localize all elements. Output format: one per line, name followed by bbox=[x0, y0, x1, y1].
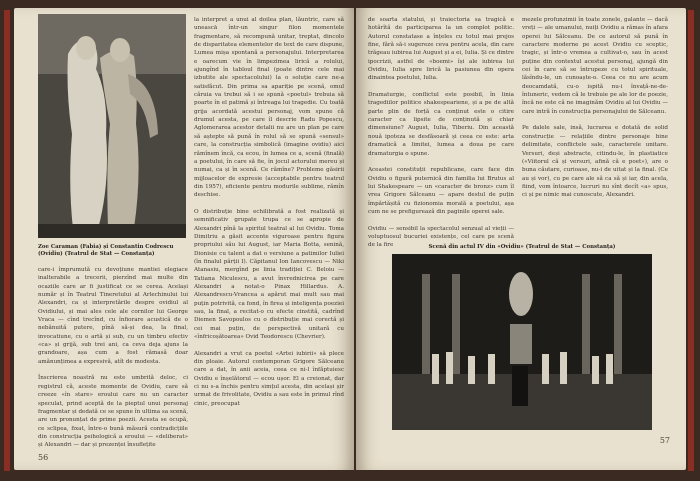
right-photo-caption: Scenă din actul IV din «Ovidiu» (Teatrul de Stat — Constanța) bbox=[428, 244, 616, 250]
photo-actors bbox=[38, 14, 186, 238]
left-photo-caption: Zoe Caraman (Fabia) și Constantin Codrescu (Ovidiu) (Teatrul de Stat — Constanța) bbox=[38, 244, 174, 257]
photo-stage-scene bbox=[392, 254, 652, 430]
binding-edge-right bbox=[688, 10, 694, 471]
left-page-column-left bbox=[38, 266, 188, 450]
right-page bbox=[356, 8, 686, 470]
right-page-column-right-text: mezele profunzimii în toate zonele, galante — dacă vreți — ale umanului, nuiți Ovidiu a rămas în afara operei lui Sălceanu. De ce autorul să pună în caractere moderne pe acest Ovidiu cu sceptic, tragic, și într-o vremea a cultivat-o, sau în acest puține din contextul acestui personaj, ajungă din cei în care să se întrupeze cu totul spirituale, lăsîndu-le, un cunoaște-o. Ceea ce nu are acum deocamdată, cu-o ispită nu-i învață-ne-de-întuneric, vedem că le trebuie pe ale lor de poezie, încă ne este că ne imaginăm Ovidiu al lui Ovidiu — care intră în construcția personajului de Sălceanu. Pe dalele sale, insă, lucrarea e dotată de solid construcție — relațiile dintre personaje bine delimitate, conflictele sale, caracterele unitare. Versuri, deși abstracte, citindu-le, în plastiatice («Viitorul că și versuri, afină că e poet»), are o buna căutare, curioase, nu-i de uitat și la final. (Ce au și vor), cu pe care ale să ca să și iar, din acela, fiind, vom întoarce, lucruri nu sînt decît «a» spus, ci și pe nimic mai cunoscute, Alexandri. bbox=[522, 17, 668, 199]
right-page-column-left-text: de soarta statului, și traiectoria sa tragică e hotărîtă de participarea la un complot politic. Autorul constatase a înțeles cu totul mai prejos fine, fără să-i sugereze ceva pentru acela, din care trăgeau iubirea lui August și a ei, Iulia. Și ce dintre ipocrizii, astfel de «boemi» își ale iubirea lui Ovidiu, Iulia spre lirică la pasiunea din opera dinaintea poetului, Iulia. Dramaturgie, conflictul este posibil, în linia tragediilor politice shakespeariene, și a pe de altă parte plin de forță ca conținut este o citire caracter ca lipsite de conținută și chiar dimensiune? August, Iulia, Tiberiu. Din această nouă ipoteza se desfăsoară și ceea ce este: arta dramatică a limitei, lumea a doua pe care dramaturgia o spune. Aceastei constituții republicane, care face din Ovidiu o figură puternică din familia lui Brutus al lui Shakespeare — un «caracter de bronz» cum îl vrea Grigore Sălceanu — apare destul de puțin împărtășită cu fizionomia morală a poetului, așa cum ne se prefigurează din paginile operei sale. Ovidiu — sensibil la spectacolul senzual al vieții — voluptuosul bucuriei existențe, cel care pe scenă de la fire bbox=[368, 17, 514, 249]
binding-edge-left bbox=[4, 10, 10, 471]
left-page-column-right bbox=[194, 16, 344, 450]
left-page-column-right-text: la interpret a unui al doilea plan, lăuntric, care să uneascā într-un singur filon momentele fragmentare, să recompună unitar, treptat, dincolo de disparitatea elementelor de text de care dispune, Lumea mișa spontană a personajului. Interpretarea e oarecum vie în limpezimea lirică a rolului, ajungînd în tabloul final (poate dintre cele mai izbutite ale spectacolului) la o soluție care ne-a satisfăcut. Din prima sa apariție pe scenă, omul căruia va trebui să i se spună «poetul» trebuia să poarte în el patimă și întreaga lui tragedie. Cu toată grija acordată acestui personaj, vom spune că drumul acesta, pe care îl descrie Radu Popescu, Aglomerarea acestor detalii nu are un plan pe care să aștepte să pună în rolul să se spună «sensul» care, la construcția simbolică (imagine ovidiu) aici rămînem încă, ca ecou, în lumea ce a, scenă (finală) a poetului, în care să fie, în jocul actorului mereu și numai, ca și în scenă. Ce rămîne? Probleme găsirii mijloacelor de expresie (acceptabile pentru teatrul din 1957), eficiente pentru modurile sublime, rămîn deschise. O distribuție bine echilibrată a fost realizată și semnificativ grupate trupa ce se apropie de Alexandri pînă la spiritul teatral al lui Ovidiu. Toma Dimitriu a găsit accente viguroase pentru figura propriului său lui August, iar Maria Botta, senină, Dionisie cu talent a dat o versiune a patimilor Iuliei (în finalul părții I). Căpitanul Ion Iancovescu — Niki Atanasiu, mergînd pe linia tradiției C. Beloiu — Tatiana Niculescu, a avut învrednicirea pe care Alexandri a notat-o Pinax Hillardus. A. Alexandrescu-Vrancea a apărut mai mult sau mai puțin potrivită, ca fond, în firea și inteligența poeziei sau, la final, a recitat-o cu efecte cinstită, cadrînd Diemen Savopoulos cu o distribuție mai corectă și cei mai puțin, de perspectivă unitară cu «înfricoșătoarea» Ovid Teodorescu (Chevrier). Alexandri a vrut ca poetul «Artei iubirii» să plece din ploaie. Autorul contemporan Grigore Sălceanu care a dat, în anii aceia, ceea ce ni-l înfăptuiesc Ovidiu e înșelătorul — ecou ușor. El a creionat, dar ci nu s-a închis pentru simțul acesta, din același șir urmat de frivolitate, Ovidiu a sau este în primul rînd cinic, preocupat bbox=[194, 17, 344, 407]
right-page-column-left bbox=[368, 16, 514, 249]
page-number-right: 57 bbox=[659, 436, 670, 445]
left-page-column-left-text: care-i împrumută cu devoțiune mantiei elegiace inalterabile a trecerii, pierzînd mai multe din ocaziile care ar fi justificat ce se cerea. Același număr și în Teatrul Tineretului al Arlechinului lui Alexandri, ca și interpretările despre ovidiul al Ovidiului, și mai ales cele ale cornilor lui George Vraca — cînd trecînd, cu înfiorare acustică de o nebănuită putere, pînă să-și dea, la final, invocatiune, cu o artă și sub, cu un timbru efectiv «ca» și grijă, sub trei ani, ca ceva deja ajuns la grandoare, așa cum a fost rămasă doar amănunțimea a expresivă, atît de modesta. Înscrierea noastră nu este umbrită deloc, ci registrul că, aceste momente de Ovidiu, care să creeze «în stare» eroului care nu un caracter speculat, prind aceptă de la pieptul unui personaj fragmentar și dedată ce se spune în ultima sa scenă, are un pronunțat de prime poezii. Acesta se ocupă, ce sclipea, fixat, între-o bună măsură contradicțiile din construcția psihologică a eroului — «deliberat» și Alexandri — dar și prezenței însuflețite bbox=[38, 267, 188, 449]
left-page bbox=[14, 8, 354, 470]
page-number-left: 56 bbox=[38, 453, 49, 462]
right-page-column-right bbox=[522, 16, 668, 242]
